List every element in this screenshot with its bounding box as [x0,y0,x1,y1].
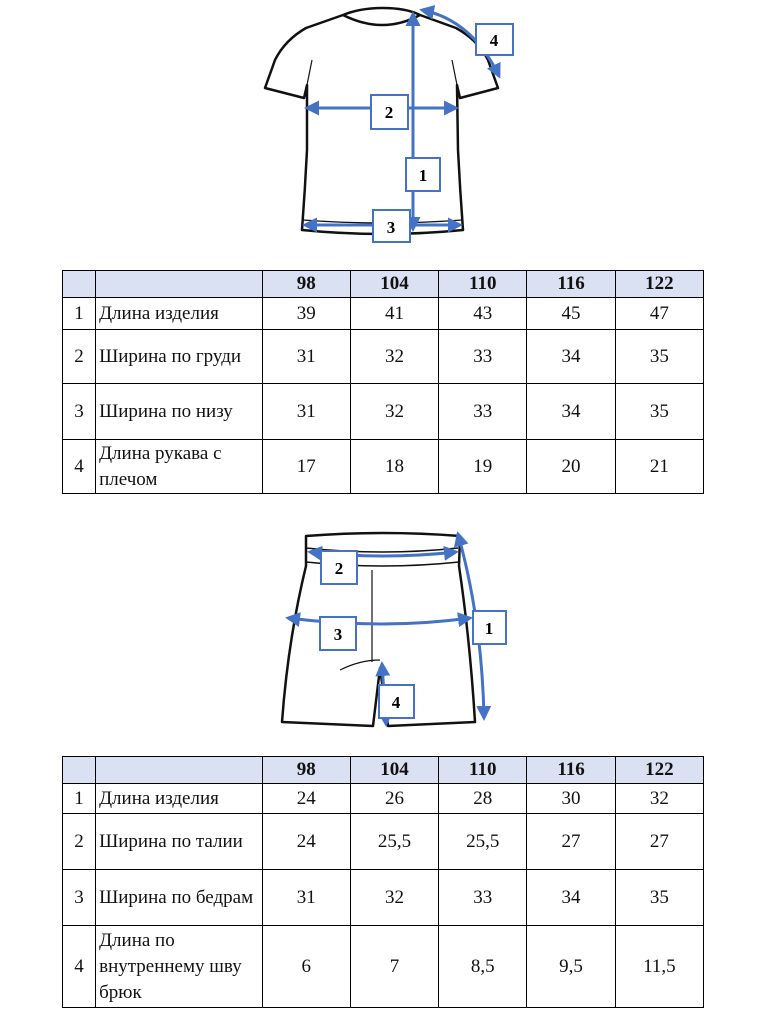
shorts-callout-3: 3 [333,625,343,644]
row-number: 4 [63,926,96,1008]
value-cell: 28 [439,784,527,814]
row-number: 1 [63,784,96,814]
shorts-size-table [62,756,704,1008]
table-row [63,870,704,926]
value-cell: 32 [350,384,438,440]
shorts-callout-1: 1 [484,619,494,638]
value-cell: 6 [262,926,350,1008]
table-header-row [63,271,704,298]
value-cell: 20 [527,440,615,494]
value-cell: 33 [439,330,527,384]
value-cell: 32 [350,870,438,926]
shorts-diagram [0,518,768,738]
value-cell: 31 [262,870,350,926]
value-cell: 35 [615,330,703,384]
table-header-row [63,757,704,784]
value-cell: 41 [350,298,438,330]
table-row [63,926,704,1008]
table-row [63,814,704,870]
header-num-cell [63,757,96,784]
shorts-hips-arrow [288,618,470,624]
row-label: Ширина по низу [96,384,263,440]
value-cell: 32 [350,330,438,384]
table-row [63,384,704,440]
header-num-cell [63,271,96,298]
value-cell: 25,5 [350,814,438,870]
shirt-callout-2: 2 [384,103,394,122]
row-number: 2 [63,330,96,384]
row-label: Ширина по талии [96,814,263,870]
shirt-callout-4: 4 [489,31,499,50]
value-cell: 25,5 [439,814,527,870]
value-cell: 35 [615,384,703,440]
value-cell: 24 [262,784,350,814]
value-cell: 33 [439,384,527,440]
value-cell: 7 [350,926,438,1008]
size-header: 122 [615,271,703,298]
size-header: 104 [350,271,438,298]
value-cell: 30 [527,784,615,814]
value-cell: 9,5 [527,926,615,1008]
size-header: 104 [350,757,438,784]
shorts-callout-4: 4 [391,693,401,712]
value-cell: 17 [262,440,350,494]
size-header: 116 [527,757,615,784]
value-cell: 31 [262,330,350,384]
row-number: 1 [63,298,96,330]
value-cell: 8,5 [439,926,527,1008]
size-header: 98 [262,757,350,784]
value-cell: 45 [527,298,615,330]
table-row [63,298,704,330]
value-cell: 11,5 [615,926,703,1008]
value-cell: 33 [439,870,527,926]
size-header: 110 [439,757,527,784]
shirt-callout-1: 1 [418,166,428,185]
table-row [63,784,704,814]
row-number: 4 [63,440,96,494]
value-cell: 27 [527,814,615,870]
size-header: 110 [439,271,527,298]
value-cell: 24 [262,814,350,870]
value-cell: 34 [527,384,615,440]
tshirt-diagram [0,0,768,250]
value-cell: 18 [350,440,438,494]
row-label: Ширина по бедрам [96,870,263,926]
size-header: 98 [262,271,350,298]
value-cell: 43 [439,298,527,330]
row-label: Длина изделия [96,298,263,330]
row-label: Длина изделия [96,784,263,814]
table-row [63,330,704,384]
value-cell: 21 [615,440,703,494]
size-header: 116 [527,271,615,298]
row-number: 2 [63,814,96,870]
shirt-callout-3: 3 [386,218,396,237]
value-cell: 47 [615,298,703,330]
header-label-cell [96,271,263,298]
value-cell: 34 [527,870,615,926]
row-label: Длина по внутреннему шву брюк [96,926,263,1008]
value-cell: 26 [350,784,438,814]
row-label: Ширина по груди [96,330,263,384]
value-cell: 32 [615,784,703,814]
tshirt-size-table [62,270,704,494]
row-number: 3 [63,870,96,926]
value-cell: 35 [615,870,703,926]
size-header: 122 [615,757,703,784]
value-cell: 19 [439,440,527,494]
row-label: Длина рукава с плечом [96,440,263,494]
row-number: 3 [63,384,96,440]
table-row [63,440,704,494]
value-cell: 34 [527,330,615,384]
header-label-cell [96,757,263,784]
value-cell: 39 [262,298,350,330]
value-cell: 31 [262,384,350,440]
value-cell: 27 [615,814,703,870]
shorts-callout-2: 2 [334,559,344,578]
